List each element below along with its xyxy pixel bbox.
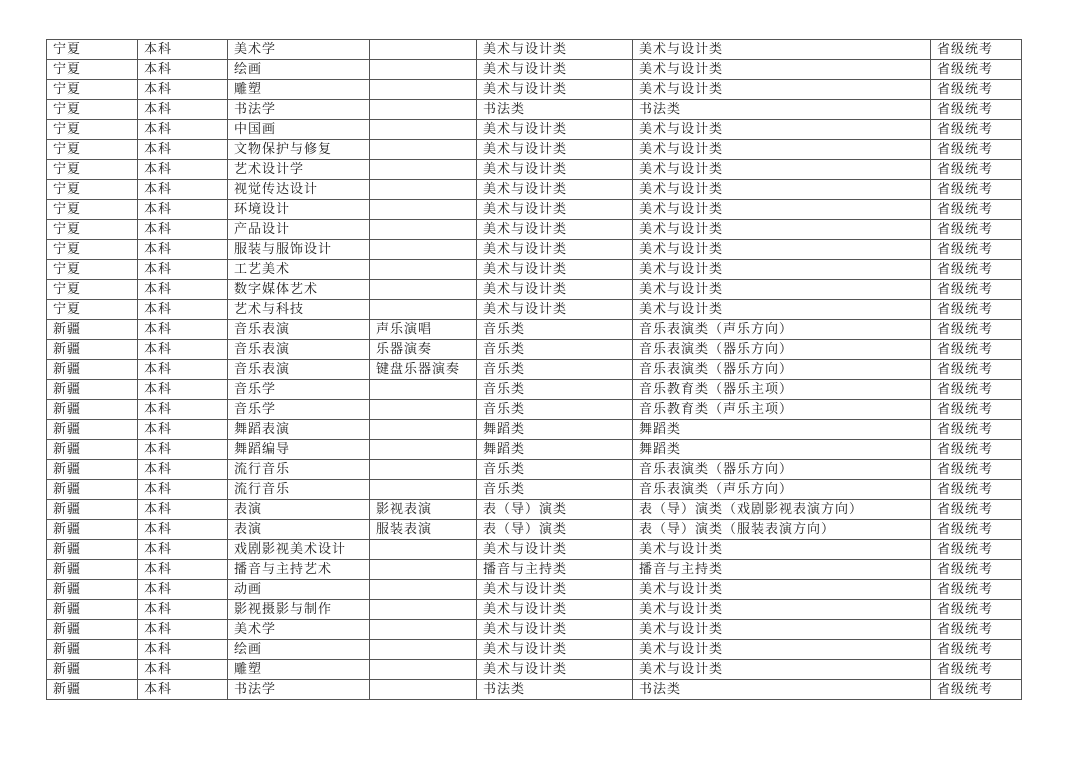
- cell-major: 美术学: [228, 40, 370, 60]
- cell-direction: [370, 140, 477, 160]
- cell-major: 文物保护与修复: [228, 140, 370, 160]
- cell-major: 数字媒体艺术: [228, 280, 370, 300]
- table-row: [47, 420, 1022, 440]
- cell-exam-type: 省级统考: [931, 400, 1022, 420]
- cell-subcategory: 播音与主持类: [633, 560, 931, 580]
- cell-exam-type: 省级统考: [931, 520, 1022, 540]
- cell-exam-type: 省级统考: [931, 240, 1022, 260]
- admissions-table: [46, 39, 1022, 700]
- cell-level: 本科: [138, 680, 228, 700]
- cell-province: 宁夏: [47, 120, 138, 140]
- cell-subcategory: 美术与设计类: [633, 220, 931, 240]
- cell-major: 产品设计: [228, 220, 370, 240]
- cell-exam-type: 省级统考: [931, 200, 1022, 220]
- cell-level: 本科: [138, 180, 228, 200]
- cell-major: 音乐表演: [228, 360, 370, 380]
- cell-major: 艺术设计学: [228, 160, 370, 180]
- cell-exam-type: 省级统考: [931, 580, 1022, 600]
- cell-exam-type: 省级统考: [931, 600, 1022, 620]
- table-row: [47, 560, 1022, 580]
- cell-province: 宁夏: [47, 220, 138, 240]
- cell-category: 音乐类: [477, 400, 633, 420]
- cell-direction: [370, 60, 477, 80]
- cell-subcategory: 表（导）演类（服装表演方向）: [633, 520, 931, 540]
- cell-level: 本科: [138, 220, 228, 240]
- table-row: [47, 620, 1022, 640]
- cell-exam-type: 省级统考: [931, 640, 1022, 660]
- cell-direction: [370, 200, 477, 220]
- cell-major: 书法学: [228, 100, 370, 120]
- cell-exam-type: 省级统考: [931, 460, 1022, 480]
- cell-exam-type: 省级统考: [931, 440, 1022, 460]
- table-row: [47, 100, 1022, 120]
- cell-subcategory: 书法类: [633, 680, 931, 700]
- cell-province: 新疆: [47, 320, 138, 340]
- cell-category: 音乐类: [477, 320, 633, 340]
- cell-subcategory: 美术与设计类: [633, 580, 931, 600]
- cell-category: 书法类: [477, 680, 633, 700]
- cell-direction: [370, 620, 477, 640]
- table-row: [47, 120, 1022, 140]
- table-row: [47, 500, 1022, 520]
- cell-exam-type: 省级统考: [931, 180, 1022, 200]
- cell-category: 美术与设计类: [477, 40, 633, 60]
- cell-province: 宁夏: [47, 180, 138, 200]
- cell-category: 美术与设计类: [477, 120, 633, 140]
- cell-level: 本科: [138, 140, 228, 160]
- table-row: [47, 520, 1022, 540]
- table-row: [47, 600, 1022, 620]
- cell-province: 新疆: [47, 640, 138, 660]
- cell-exam-type: 省级统考: [931, 280, 1022, 300]
- cell-level: 本科: [138, 600, 228, 620]
- cell-level: 本科: [138, 620, 228, 640]
- table-row: [47, 180, 1022, 200]
- table-row: [47, 360, 1022, 380]
- table-row: [47, 440, 1022, 460]
- cell-category: 表（导）演类: [477, 520, 633, 540]
- cell-category: 舞蹈类: [477, 440, 633, 460]
- cell-subcategory: 美术与设计类: [633, 240, 931, 260]
- cell-subcategory: 美术与设计类: [633, 200, 931, 220]
- cell-subcategory: 音乐表演类（声乐方向）: [633, 480, 931, 500]
- cell-exam-type: 省级统考: [931, 260, 1022, 280]
- cell-province: 新疆: [47, 380, 138, 400]
- cell-subcategory: 音乐表演类（器乐方向）: [633, 360, 931, 380]
- cell-level: 本科: [138, 300, 228, 320]
- cell-exam-type: 省级统考: [931, 160, 1022, 180]
- cell-exam-type: 省级统考: [931, 620, 1022, 640]
- cell-category: 音乐类: [477, 340, 633, 360]
- table-row: [47, 260, 1022, 280]
- cell-exam-type: 省级统考: [931, 680, 1022, 700]
- cell-province: 新疆: [47, 520, 138, 540]
- cell-province: 新疆: [47, 340, 138, 360]
- cell-province: 宁夏: [47, 80, 138, 100]
- cell-level: 本科: [138, 400, 228, 420]
- cell-major: 视觉传达设计: [228, 180, 370, 200]
- table-row: [47, 340, 1022, 360]
- table-row: [47, 80, 1022, 100]
- cell-province: 新疆: [47, 440, 138, 460]
- cell-subcategory: 舞蹈类: [633, 420, 931, 440]
- cell-direction: [370, 660, 477, 680]
- cell-subcategory: 书法类: [633, 100, 931, 120]
- cell-direction: [370, 380, 477, 400]
- cell-direction: [370, 600, 477, 620]
- cell-major: 绘画: [228, 640, 370, 660]
- cell-major: 服装与服饰设计: [228, 240, 370, 260]
- cell-subcategory: 美术与设计类: [633, 40, 931, 60]
- cell-major: 表演: [228, 520, 370, 540]
- cell-major: 中国画: [228, 120, 370, 140]
- cell-province: 宁夏: [47, 60, 138, 80]
- cell-direction: [370, 180, 477, 200]
- cell-level: 本科: [138, 100, 228, 120]
- table-row: [47, 40, 1022, 60]
- cell-subcategory: 美术与设计类: [633, 180, 931, 200]
- cell-direction: [370, 160, 477, 180]
- cell-major: 音乐表演: [228, 340, 370, 360]
- cell-level: 本科: [138, 260, 228, 280]
- table-row: [47, 200, 1022, 220]
- cell-direction: 键盘乐器演奏: [370, 360, 477, 380]
- cell-province: 新疆: [47, 400, 138, 420]
- cell-category: 美术与设计类: [477, 620, 633, 640]
- cell-direction: [370, 480, 477, 500]
- cell-subcategory: 美术与设计类: [633, 140, 931, 160]
- cell-major: 雕塑: [228, 80, 370, 100]
- table-row: [47, 320, 1022, 340]
- cell-subcategory: 美术与设计类: [633, 280, 931, 300]
- cell-category: 舞蹈类: [477, 420, 633, 440]
- cell-direction: [370, 300, 477, 320]
- cell-subcategory: 美术与设计类: [633, 640, 931, 660]
- cell-category: 音乐类: [477, 460, 633, 480]
- cell-subcategory: 音乐教育类（声乐主项）: [633, 400, 931, 420]
- cell-category: 美术与设计类: [477, 640, 633, 660]
- cell-category: 美术与设计类: [477, 540, 633, 560]
- table-row: [47, 680, 1022, 700]
- cell-category: 音乐类: [477, 380, 633, 400]
- cell-exam-type: 省级统考: [931, 420, 1022, 440]
- cell-category: 美术与设计类: [477, 580, 633, 600]
- cell-category: 播音与主持类: [477, 560, 633, 580]
- cell-category: 美术与设计类: [477, 240, 633, 260]
- cell-direction: [370, 680, 477, 700]
- cell-category: 美术与设计类: [477, 140, 633, 160]
- cell-level: 本科: [138, 640, 228, 660]
- cell-exam-type: 省级统考: [931, 540, 1022, 560]
- cell-subcategory: 美术与设计类: [633, 660, 931, 680]
- table-row: [47, 60, 1022, 80]
- cell-direction: [370, 40, 477, 60]
- cell-subcategory: 美术与设计类: [633, 260, 931, 280]
- cell-level: 本科: [138, 500, 228, 520]
- cell-province: 新疆: [47, 540, 138, 560]
- cell-subcategory: 美术与设计类: [633, 80, 931, 100]
- cell-major: 艺术与科技: [228, 300, 370, 320]
- cell-major: 流行音乐: [228, 460, 370, 480]
- cell-category: 美术与设计类: [477, 660, 633, 680]
- table-row: [47, 460, 1022, 480]
- cell-province: 宁夏: [47, 200, 138, 220]
- table-row: [47, 240, 1022, 260]
- cell-level: 本科: [138, 480, 228, 500]
- cell-subcategory: 美术与设计类: [633, 160, 931, 180]
- cell-exam-type: 省级统考: [931, 60, 1022, 80]
- cell-level: 本科: [138, 120, 228, 140]
- cell-level: 本科: [138, 440, 228, 460]
- cell-direction: [370, 400, 477, 420]
- cell-major: 环境设计: [228, 200, 370, 220]
- cell-major: 音乐学: [228, 380, 370, 400]
- cell-exam-type: 省级统考: [931, 480, 1022, 500]
- cell-province: 新疆: [47, 580, 138, 600]
- cell-subcategory: 美术与设计类: [633, 540, 931, 560]
- cell-level: 本科: [138, 360, 228, 380]
- cell-subcategory: 音乐教育类（器乐主项）: [633, 380, 931, 400]
- cell-major: 舞蹈编导: [228, 440, 370, 460]
- cell-major: 戏剧影视美术设计: [228, 540, 370, 560]
- cell-level: 本科: [138, 420, 228, 440]
- cell-direction: [370, 560, 477, 580]
- cell-level: 本科: [138, 660, 228, 680]
- cell-exam-type: 省级统考: [931, 500, 1022, 520]
- table-row: [47, 220, 1022, 240]
- cell-level: 本科: [138, 380, 228, 400]
- cell-major: 影视摄影与制作: [228, 600, 370, 620]
- cell-level: 本科: [138, 200, 228, 220]
- cell-level: 本科: [138, 560, 228, 580]
- table-body: [47, 40, 1022, 700]
- cell-province: 新疆: [47, 620, 138, 640]
- cell-subcategory: 音乐表演类（器乐方向）: [633, 460, 931, 480]
- cell-province: 宁夏: [47, 280, 138, 300]
- cell-level: 本科: [138, 320, 228, 340]
- cell-province: 宁夏: [47, 40, 138, 60]
- cell-major: 工艺美术: [228, 260, 370, 280]
- table-row: [47, 380, 1022, 400]
- cell-province: 新疆: [47, 420, 138, 440]
- cell-major: 音乐学: [228, 400, 370, 420]
- cell-major: 绘画: [228, 60, 370, 80]
- cell-major: 动画: [228, 580, 370, 600]
- cell-category: 美术与设计类: [477, 600, 633, 620]
- table-row: [47, 160, 1022, 180]
- cell-direction: [370, 420, 477, 440]
- cell-category: 美术与设计类: [477, 220, 633, 240]
- cell-category: 书法类: [477, 100, 633, 120]
- cell-direction: [370, 220, 477, 240]
- cell-exam-type: 省级统考: [931, 220, 1022, 240]
- table-row: [47, 140, 1022, 160]
- cell-direction: [370, 580, 477, 600]
- cell-major: 书法学: [228, 680, 370, 700]
- cell-level: 本科: [138, 540, 228, 560]
- cell-province: 宁夏: [47, 240, 138, 260]
- cell-province: 新疆: [47, 660, 138, 680]
- cell-exam-type: 省级统考: [931, 140, 1022, 160]
- table-row: [47, 580, 1022, 600]
- cell-exam-type: 省级统考: [931, 120, 1022, 140]
- cell-category: 美术与设计类: [477, 80, 633, 100]
- table-row: [47, 280, 1022, 300]
- cell-direction: [370, 640, 477, 660]
- cell-category: 美术与设计类: [477, 260, 633, 280]
- cell-province: 新疆: [47, 500, 138, 520]
- cell-level: 本科: [138, 40, 228, 60]
- cell-major: 流行音乐: [228, 480, 370, 500]
- cell-subcategory: 美术与设计类: [633, 620, 931, 640]
- cell-major: 播音与主持艺术: [228, 560, 370, 580]
- cell-exam-type: 省级统考: [931, 380, 1022, 400]
- cell-province: 宁夏: [47, 100, 138, 120]
- cell-subcategory: 美术与设计类: [633, 600, 931, 620]
- cell-level: 本科: [138, 160, 228, 180]
- cell-province: 宁夏: [47, 300, 138, 320]
- cell-level: 本科: [138, 240, 228, 260]
- cell-category: 美术与设计类: [477, 300, 633, 320]
- cell-direction: [370, 240, 477, 260]
- cell-direction: [370, 540, 477, 560]
- cell-direction: [370, 440, 477, 460]
- table-row: [47, 540, 1022, 560]
- cell-subcategory: 音乐表演类（声乐方向）: [633, 320, 931, 340]
- cell-province: 宁夏: [47, 160, 138, 180]
- cell-direction: 服装表演: [370, 520, 477, 540]
- cell-province: 新疆: [47, 360, 138, 380]
- cell-province: 新疆: [47, 680, 138, 700]
- cell-direction: 乐器演奏: [370, 340, 477, 360]
- cell-direction: [370, 80, 477, 100]
- cell-exam-type: 省级统考: [931, 340, 1022, 360]
- cell-level: 本科: [138, 460, 228, 480]
- table-row: [47, 640, 1022, 660]
- cell-subcategory: 美术与设计类: [633, 60, 931, 80]
- cell-level: 本科: [138, 280, 228, 300]
- cell-direction: [370, 120, 477, 140]
- cell-subcategory: 美术与设计类: [633, 120, 931, 140]
- table-row: [47, 480, 1022, 500]
- cell-category: 美术与设计类: [477, 180, 633, 200]
- cell-category: 表（导）演类: [477, 500, 633, 520]
- cell-exam-type: 省级统考: [931, 80, 1022, 100]
- cell-level: 本科: [138, 80, 228, 100]
- cell-province: 新疆: [47, 560, 138, 580]
- cell-level: 本科: [138, 340, 228, 360]
- cell-exam-type: 省级统考: [931, 320, 1022, 340]
- cell-major: 美术学: [228, 620, 370, 640]
- cell-direction: 影视表演: [370, 500, 477, 520]
- cell-exam-type: 省级统考: [931, 660, 1022, 680]
- cell-direction: [370, 100, 477, 120]
- cell-category: 美术与设计类: [477, 60, 633, 80]
- cell-subcategory: 舞蹈类: [633, 440, 931, 460]
- cell-level: 本科: [138, 60, 228, 80]
- cell-subcategory: 美术与设计类: [633, 300, 931, 320]
- cell-major: 雕塑: [228, 660, 370, 680]
- table-row: [47, 400, 1022, 420]
- cell-subcategory: 表（导）演类（戏剧影视表演方向）: [633, 500, 931, 520]
- cell-direction: [370, 280, 477, 300]
- cell-province: 宁夏: [47, 140, 138, 160]
- cell-category: 音乐类: [477, 480, 633, 500]
- table-row: [47, 300, 1022, 320]
- cell-exam-type: 省级统考: [931, 40, 1022, 60]
- cell-exam-type: 省级统考: [931, 100, 1022, 120]
- cell-direction: [370, 460, 477, 480]
- cell-province: 宁夏: [47, 260, 138, 280]
- cell-province: 新疆: [47, 600, 138, 620]
- cell-category: 美术与设计类: [477, 200, 633, 220]
- cell-province: 新疆: [47, 460, 138, 480]
- cell-category: 美术与设计类: [477, 160, 633, 180]
- cell-category: 音乐类: [477, 360, 633, 380]
- cell-category: 美术与设计类: [477, 280, 633, 300]
- cell-direction: 声乐演唱: [370, 320, 477, 340]
- cell-province: 新疆: [47, 480, 138, 500]
- cell-exam-type: 省级统考: [931, 360, 1022, 380]
- cell-major: 音乐表演: [228, 320, 370, 340]
- table-row: [47, 660, 1022, 680]
- cell-major: 表演: [228, 500, 370, 520]
- cell-exam-type: 省级统考: [931, 560, 1022, 580]
- cell-subcategory: 音乐表演类（器乐方向）: [633, 340, 931, 360]
- cell-level: 本科: [138, 520, 228, 540]
- cell-level: 本科: [138, 580, 228, 600]
- cell-major: 舞蹈表演: [228, 420, 370, 440]
- cell-direction: [370, 260, 477, 280]
- cell-exam-type: 省级统考: [931, 300, 1022, 320]
